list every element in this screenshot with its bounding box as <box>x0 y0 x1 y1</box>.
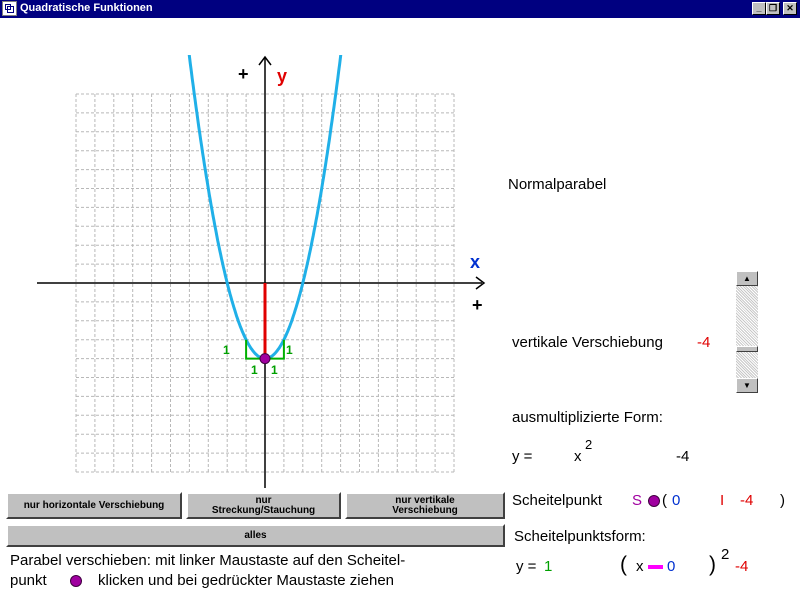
vertex-form-y: y = <box>516 558 537 575</box>
vertex-close-paren: ) <box>780 492 785 509</box>
y-axis-plus-label: + <box>238 64 249 84</box>
vertex-open-paren: ( <box>662 492 667 509</box>
horizontal-shift-button[interactable]: nur horizontale Verschiebung <box>6 492 182 519</box>
vertex-form-x: x <box>636 558 644 575</box>
step-label-bottom-left: 1 <box>251 363 258 377</box>
stretch-button[interactable]: nur Streckung/Stauchung <box>186 492 341 519</box>
x-axis-plus-label: + <box>472 295 483 315</box>
vertical-shift-label: vertikale Verschiebung <box>512 334 663 351</box>
help-vertex-dot-icon <box>70 574 82 591</box>
close-button[interactable]: ✕ <box>783 2 797 15</box>
vertex-x: 0 <box>672 492 681 509</box>
x-axis-letter: x <box>470 252 481 272</box>
step-label-right: 1 <box>286 343 293 357</box>
help-text-line1: Parabel verschieben: mit linker Maustaste auf den Scheitel- <box>10 552 406 569</box>
vertex-dot-icon <box>648 494 660 511</box>
vertex-separator: I <box>720 492 725 509</box>
vertex-form-label: Scheitelpunktsform: <box>514 528 646 545</box>
vertex-S: S <box>632 492 643 509</box>
all-button[interactable]: alles <box>6 524 505 547</box>
expanded-form-label: ausmultiplizierte Form: <box>512 409 663 426</box>
vertex-form-e: -4 <box>735 558 749 575</box>
vertex-form-minus-sign <box>648 565 663 569</box>
expanded-form-exponent: 2 <box>585 437 593 452</box>
vertical-shift-scrollbar[interactable] <box>736 271 758 393</box>
vertex-label: Scheitelpunkt <box>512 492 603 509</box>
step-label-left: 1 <box>223 343 230 357</box>
window-title: Quadratische Funktionen <box>20 2 153 14</box>
graph-canvas[interactable] <box>0 18 500 493</box>
minimize-button[interactable]: _ <box>752 2 766 15</box>
expanded-form-x: x <box>574 448 582 465</box>
vertical-shift-value: -4 <box>697 334 711 351</box>
help-text-line2a: punkt <box>10 572 47 589</box>
function-name: Normalparabel <box>508 176 607 193</box>
expanded-form-y: y = <box>512 448 533 465</box>
vertex-point[interactable] <box>260 354 270 364</box>
vertex-form-open-paren: ( <box>620 553 627 576</box>
vertical-shift-button[interactable]: nur vertikale Verschiebung <box>345 492 505 519</box>
axes <box>37 57 484 488</box>
help-text-line2b: klicken und bei gedrückter Maustaste ziehen <box>98 572 395 589</box>
y-axis-letter: y <box>277 66 288 86</box>
vertex-y: -4 <box>740 492 754 509</box>
title-bar <box>0 0 800 18</box>
vertex-form-exponent: 2 <box>721 546 730 563</box>
expanded-form-constant: -4 <box>676 448 690 465</box>
step-label-bottom-right: 1 <box>271 363 278 377</box>
scroll-up-button[interactable]: ▲ <box>736 271 758 286</box>
vertex-form-close-paren: ) <box>709 553 716 576</box>
scroll-down-button[interactable]: ▼ <box>736 378 758 393</box>
app-icon <box>2 1 17 16</box>
maximize-button[interactable]: ❐ <box>766 2 780 15</box>
vertex-form-d: 0 <box>667 558 676 575</box>
vertex-form-a: 1 <box>544 558 553 575</box>
scroll-thumb[interactable] <box>736 346 758 352</box>
